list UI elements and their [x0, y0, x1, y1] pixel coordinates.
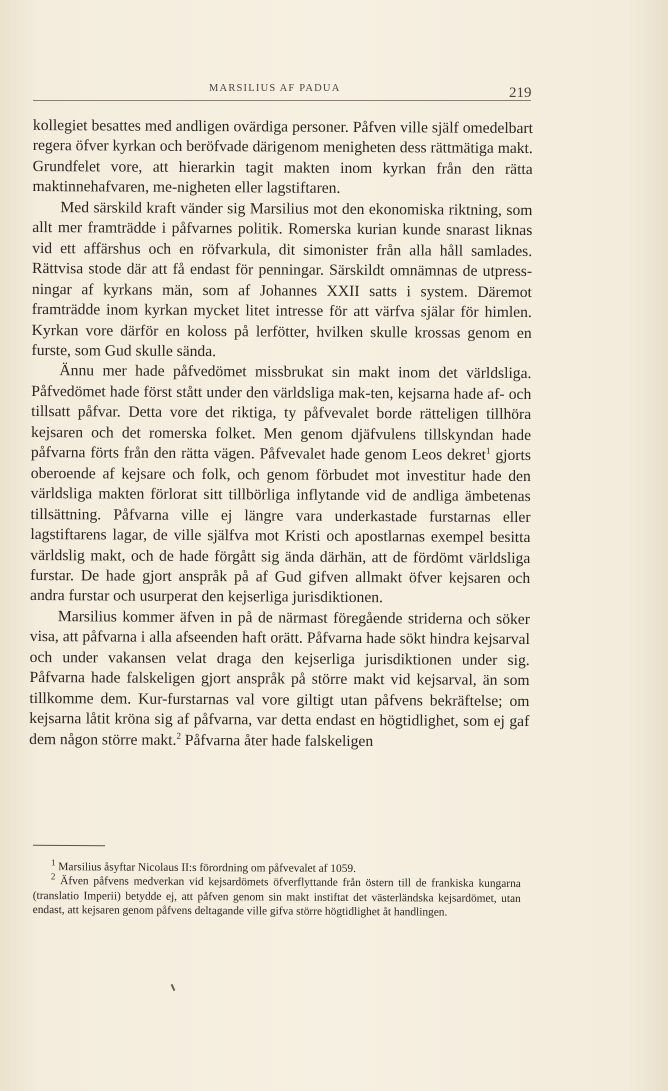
paragraph-3 — [30, 361, 531, 609]
page-header — [33, 80, 531, 101]
footnote-2 — [32, 871, 521, 920]
paragraph-4-text-b: Påfvarna åter hade falskeligen — [180, 731, 374, 750]
footnote-1-marker: 1 — [50, 857, 56, 868]
stray-ink-mark — [171, 984, 176, 991]
footnotes — [32, 857, 521, 921]
footnote-ref-1: 1 — [486, 445, 491, 456]
paragraph-3-text-a: Ännu mer hade påfvedömet missbrukat sin makt inom det världsliga. Påfvedömet hade först stått under den världsliga mak-ten, kejsarna hade af- och tillsatt påfvar. Detta vore det riktiga, ty påfvevalet borde rätteligen tillhöra kejsaren och det romerska folket. Men genom djäfvulens tillskyndan hade påfvarna förts från den rätta vägen. Påfvevalet hade genom Leos dekret — [30, 362, 532, 465]
paragraph-3-text-b: gjorts oberoende af kejsare och folk, och genom förbudet mot investitur hade den världsliga makten förlorat sitt tillbörliga inflytande vid de andliga ämbetenas tillsättning. Påfvarna ville ej längre vara underkastade furstarnas eller lagstiftarens lagar, de ville själfva mot Kristi och apostlarnas exempel besitta världslig makt, och de hade förgått sig ända därhän, att de fördömt världsliga furstar. De hade gjort anspråk på af Gud gifven allmakt öfver kejsaren och andra furstar och usurperat den kejserliga jurisdiktionen. — [30, 447, 531, 607]
footnote-2-text: Äfven påfvens medverkan vid kejsardömets öfverflyttande från östern till de frankiska kungarna (translatio Imperii) betydde ej, att påfven genom sin makt instiftat det västerländska kejsardömet, utan endast, att kejsaren genom påfvens deltagande ville gifva större högtidlighet åt handlingen. — [32, 875, 521, 919]
footnote-2-marker: 2 — [50, 871, 56, 882]
paragraph-1: kollegiet besattes med andligen ovärdiga personer. Påfven ville själf omedelbart regera öfver kyrkan och beröfvade därigenom menigheten dess rättmätiga makt. Grundfelet vore, att hierarkin tagit makten inom kyrkan från den rätta maktinnehafvaren, me-nigheten eller lagstiftaren. — [32, 116, 533, 198]
running-title: MARSILIUS AF PADUA — [209, 83, 341, 94]
paragraph-2: Med särskild kraft vänder sig Marsilius mot den ekonomiska riktning, som allt mer framträdde i påfvarnes politik. Romerska kurian kunde snarast liknas vid ett affärshus och en röfvarkula, dit simonister från alla håll samlades. Rättvisa stode där att få endast för penningar. Särskildt omnämnas de utpress-ningar af kyrkans män, som af Johannes XXII satts i system. Däremot framträdde inom kyrkan mycket litet intresse för att värfva själar för himlen. Kyrkan vore därför en koloss på lerfötter, hvilken skulle krossas genom en furste, som Gud skulle sända. — [31, 198, 533, 361]
body-text — [29, 116, 533, 753]
page-number: 219 — [509, 85, 532, 101]
footnote-1-text: Marsilius åsyftar Nicolaus II:s förordning om påfvevalet af 1059. — [55, 861, 357, 875]
paragraph-4 — [29, 607, 530, 753]
footnote-ref-2: 2 — [176, 730, 182, 741]
paragraph-4-text-a: Marsilius kommer äfven in på de närmast föregående striderna och söker visa, att påfvarna i alla afseenden haft orätt. Påfvarna hade sökt hindra kejsarval och under vakansen velat draga den kejserliga jurisdiktionen under sig. Påfvarna hade falskeligen gjort anspråk på större makt vid kejsarval, än som tillkomme dem. Kur-furstarnas val vore giltigt utan påfvens bekräftelse; om kejsarna låtit kröna sig af påfvarna, var detta endast en högtidlighet, som ej gaf dem någon större makt. — [29, 608, 530, 749]
footnote-rule — [33, 845, 105, 846]
